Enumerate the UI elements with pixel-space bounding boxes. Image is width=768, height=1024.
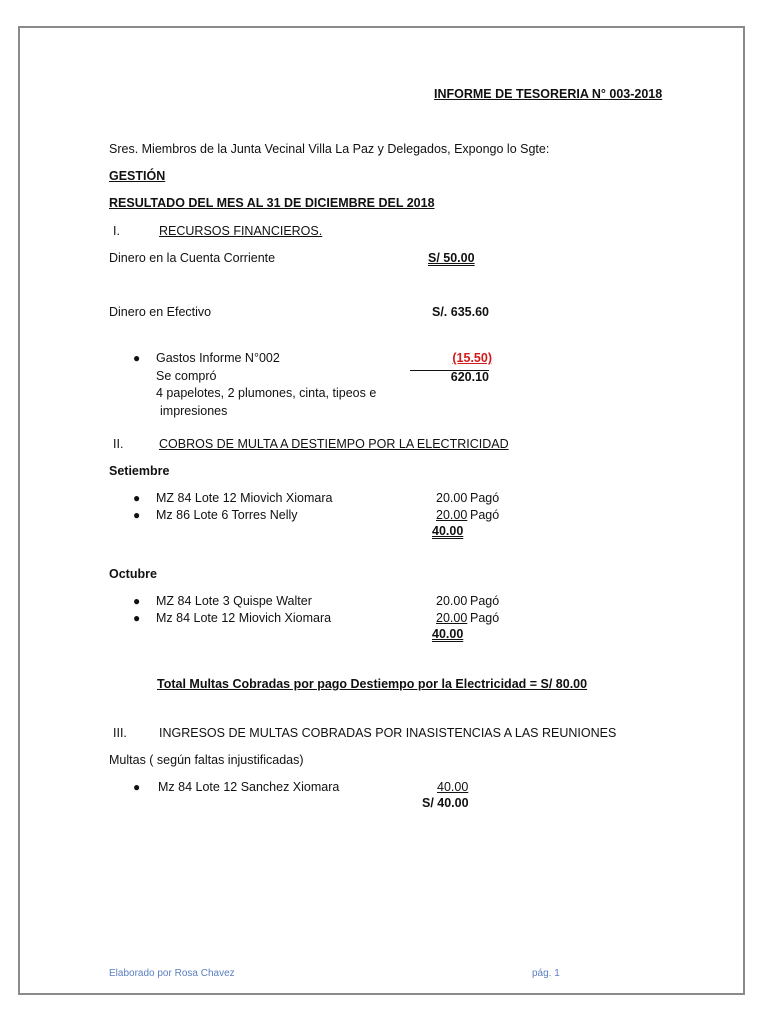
- section-2-title: COBROS DE MULTA A DESTIEMPO POR LA ELECTRICIDAD: [159, 437, 509, 451]
- section-3-subtitle: Multas ( según faltas injustificadas): [109, 753, 304, 767]
- setiembre-item-amount: 20.00: [436, 508, 468, 522]
- setiembre-item-name: MZ 84 Lote 12 Miovich Xiomara: [156, 491, 333, 505]
- bullet-icon: ●: [133, 508, 141, 522]
- compro-value: 620.10: [410, 370, 489, 384]
- setiembre-label: Setiembre: [109, 464, 170, 478]
- octubre-total: 40.00: [432, 627, 464, 641]
- octubre-item-status: Pagó: [470, 594, 500, 608]
- setiembre-item-name: Mz 86 Lote 6 Torres Nelly: [156, 508, 298, 522]
- efectivo-label: Dinero en Efectivo: [109, 305, 212, 319]
- octubre-item-name: Mz 84 Lote 12 Miovich Xiomara: [156, 611, 332, 625]
- octubre-item-status: Pagó: [470, 611, 500, 625]
- gastos-value: (15.50): [452, 351, 492, 365]
- section-3-title: INGRESOS DE MULTAS COBRADAS POR INASISTENCIAS A LAS REUNIONES: [159, 726, 617, 740]
- cuenta-value: S/ 50.00: [428, 251, 475, 265]
- section-2-number: II.: [113, 437, 124, 451]
- section-3-number: III.: [113, 726, 127, 740]
- setiembre-item-status: Pagó: [470, 508, 500, 522]
- report-title: INFORME DE TESORERIA N° 003-2018: [434, 87, 663, 101]
- gestion-heading: GESTIÓN: [109, 169, 166, 183]
- resultado-heading: RESULTADO DEL MES AL 31 DE DICIEMBRE DEL 2018: [109, 196, 435, 210]
- multas-grand-total: Total Multas Cobradas por pago Destiempo por la Electricidad = S/ 80.00: [157, 677, 588, 691]
- bullet-icon: ●: [133, 351, 141, 365]
- bullet-icon: ●: [133, 594, 141, 608]
- octubre-item-amount: 20.00: [436, 611, 468, 625]
- section-1-number: I.: [113, 224, 120, 238]
- gastos-label: Gastos Informe N°002: [156, 351, 280, 365]
- octubre-item-amount: 20.00: [436, 594, 468, 608]
- inasistencia-item-name: Mz 84 Lote 12 Sanchez Xiomara: [158, 780, 340, 794]
- setiembre-item-amount: 20.00: [436, 491, 468, 505]
- greeting: Sres. Miembros de la Junta Vecinal Villa La Paz y Delegados, Expongo lo Sgte:: [109, 142, 550, 156]
- setiembre-item-status: Pagó: [470, 491, 500, 505]
- bullet-icon: ●: [133, 780, 141, 794]
- compro-detail-2: impresiones: [160, 404, 228, 418]
- compro-label: Se compró: [156, 369, 217, 383]
- bullet-icon: ●: [133, 491, 141, 505]
- cuenta-label: Dinero en la Cuenta Corriente: [109, 251, 276, 265]
- bullet-icon: ●: [133, 611, 141, 625]
- octubre-item-name: MZ 84 Lote 3 Quispe Walter: [156, 594, 312, 608]
- section-1-title: RECURSOS FINANCIEROS.: [159, 224, 323, 238]
- octubre-label: Octubre: [109, 567, 157, 581]
- setiembre-total: 40.00: [432, 524, 464, 538]
- compro-detail-1: 4 papelotes, 2 plumones, cinta, tipeos e: [156, 386, 377, 400]
- inasistencia-item-amount: 40.00: [437, 780, 469, 794]
- inasistencia-total: S/ 40.00: [422, 796, 469, 810]
- footer-page-number: pág. 1: [532, 968, 560, 979]
- footer-author: Elaborado por Rosa Chavez: [109, 968, 235, 979]
- efectivo-value: S/. 635.60: [432, 305, 489, 319]
